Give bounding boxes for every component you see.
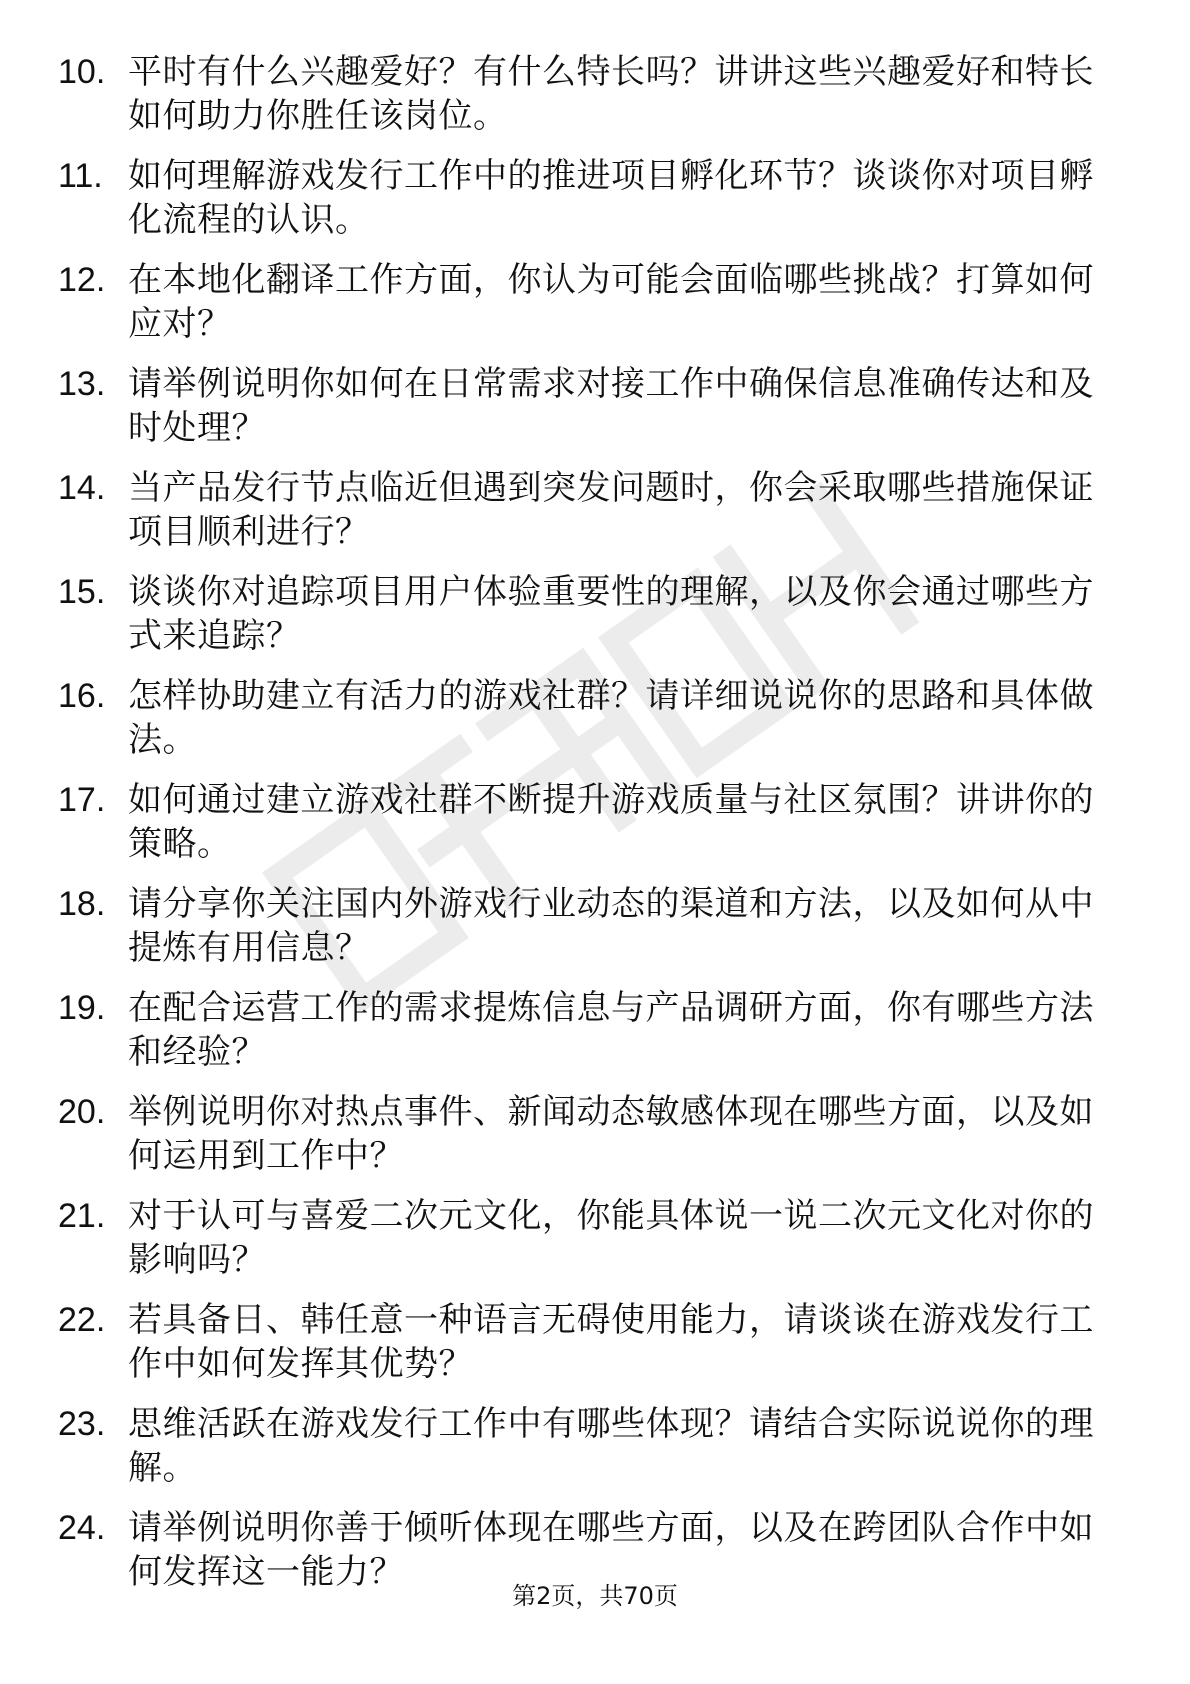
question-item [58, 882, 1118, 986]
question-number: 20. [58, 1093, 106, 1131]
question-number: 12. [58, 261, 106, 299]
question-text: 谈谈你对追踪项目用户体验重要性的理解，以及你会通过哪些方式来追踪？ [128, 572, 1094, 656]
question-number: 17. [58, 781, 106, 819]
question-item [58, 1090, 1118, 1194]
question-text: 在本地化翻译工作方面，你认为可能会面临哪些挑战？打算如何应对？ [128, 260, 1094, 344]
question-item [58, 258, 1118, 362]
question-item [58, 50, 1118, 154]
question-number: 23. [58, 1405, 106, 1443]
question-text: 如何理解游戏发行工作中的推进项目孵化环节？谈谈你对项目孵化流程的认识。 [128, 156, 1094, 240]
question-text: 当产品发行节点临近但遇到突发问题时，你会采取哪些措施保证项目顺利进行？ [128, 468, 1094, 552]
question-item [58, 1194, 1118, 1298]
question-item [58, 466, 1118, 570]
question-number: 24. [58, 1509, 106, 1547]
question-number: 14. [58, 469, 106, 507]
question-text: 如何通过建立游戏社群不断提升游戏质量与社区氛围？讲讲你的策略。 [128, 780, 1094, 864]
question-item [58, 674, 1118, 778]
page-number: 第2页，共70页 [512, 1582, 678, 1610]
question-number: 16. [58, 677, 106, 715]
question-number: 10. [58, 53, 106, 91]
question-text: 在配合运营工作的需求提炼信息与产品调研方面，你有哪些方法和经验？ [128, 988, 1094, 1072]
question-number: 18. [58, 885, 106, 923]
question-number: 19. [58, 989, 106, 1027]
question-item [58, 570, 1118, 674]
question-number: 11. [58, 157, 103, 195]
question-text: 举例说明你对热点事件、新闻动态敏感体现在哪些方面，以及如何运用到工作中？ [128, 1092, 1094, 1176]
question-text: 对于认可与喜爱二次元文化，你能具体说一说二次元文化对你的影响吗？ [128, 1196, 1094, 1280]
question-number: 21. [58, 1197, 106, 1235]
question-item [58, 986, 1118, 1090]
question-item [58, 778, 1118, 882]
question-item [58, 154, 1118, 258]
question-text: 请举例说明你如何在日常需求对接工作中确保信息准确传达和及时处理？ [128, 364, 1094, 448]
question-text: 平时有什么兴趣爱好？有什么特长吗？讲讲这些兴趣爱好和特长如何助力你胜任该岗位。 [128, 52, 1094, 136]
question-text: 请分享你关注国内外游戏行业动态的渠道和方法，以及如何从中提炼有用信息？ [128, 884, 1094, 968]
question-text: 请举例说明你善于倾听体现在哪些方面，以及在跨团队合作中如何发挥这一能力？ [128, 1508, 1094, 1592]
question-item [58, 362, 1118, 466]
question-text: 怎样协助建立有活力的游戏社群？请详细说说你的思路和具体做法。 [128, 676, 1094, 760]
question-item [58, 1402, 1118, 1506]
question-number: 15. [58, 573, 106, 611]
question-number: 22. [58, 1301, 106, 1339]
question-text: 思维活跃在游戏发行工作中有哪些体现？请结合实际说说你的理解。 [128, 1404, 1094, 1488]
question-item [58, 1298, 1118, 1402]
question-number: 13. [58, 365, 106, 403]
question-list [58, 50, 1118, 1610]
question-text: 若具备日、韩任意一种语言无碍使用能力，请谈谈在游戏发行工作中如何发挥其优势？ [128, 1300, 1094, 1384]
